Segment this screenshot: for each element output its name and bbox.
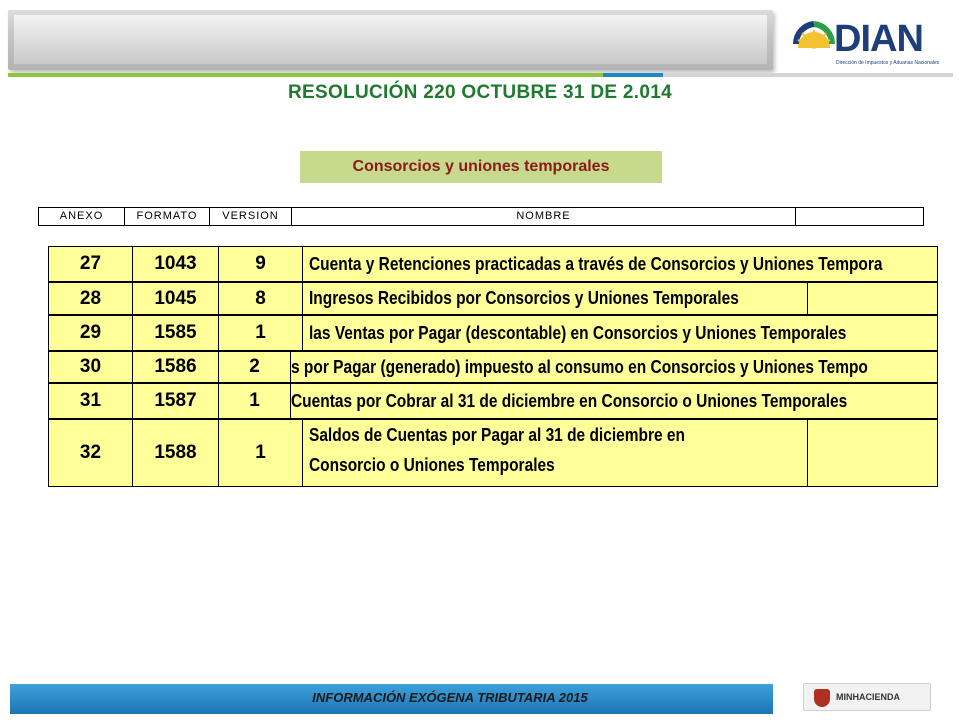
table-row: [48, 246, 938, 282]
coat-of-arms-icon: [814, 689, 830, 707]
nombre-text: Cuenta y Retenciones practicadas a través de Consorcios y Uniones Tempora: [309, 253, 883, 274]
cell-anexo: 31: [49, 384, 133, 418]
cell-formato: 1043: [133, 247, 219, 281]
cell-formato: 1588: [133, 420, 219, 486]
nombre-text: s por Pagar (generado) impuesto al consumo en Consorcios y Uniones Tempo: [291, 356, 868, 377]
cell-formato: 1586: [133, 352, 219, 382]
cell-nombre: [291, 352, 936, 382]
table-row: [48, 419, 938, 487]
table-row: [48, 383, 938, 419]
dian-logo: [792, 16, 942, 70]
minhacienda-logo: [803, 683, 931, 711]
header-nombre: NOMBRE: [292, 208, 796, 225]
table-row: [48, 282, 938, 315]
nombre-text-line1: Saldos de Cuentas por Pagar al 31 de diciembre en: [309, 425, 685, 445]
cell-version: 1: [219, 316, 303, 350]
cell-version: 1: [219, 384, 291, 418]
logo-subtext: Dirección de Impuestos y Aduanas Nacionales: [836, 60, 940, 66]
cell-formato: 1587: [133, 384, 219, 418]
cell-anexo: 29: [49, 316, 133, 350]
table-header: [38, 207, 924, 226]
section-subtitle: Consorcios y uniones temporales: [300, 151, 662, 183]
cell-nombre: [303, 420, 808, 486]
nombre-text: las Ventas por Pagar (descontable) en Consorcios y Uniones Temporales: [309, 322, 847, 343]
cell-extra: [808, 420, 936, 486]
cell-nombre: [303, 283, 808, 314]
cell-anexo: 27: [49, 247, 133, 281]
cell-formato: 1585: [133, 316, 219, 350]
cell-anexo: 32: [49, 420, 133, 486]
cell-version: 2: [219, 352, 291, 382]
cell-version: 8: [219, 283, 303, 314]
cell-version: 1: [219, 420, 303, 486]
header-anexo: ANEXO: [39, 208, 125, 225]
nombre-text-line2: Consorcio o Uniones Temporales: [309, 455, 555, 475]
table-row: [48, 351, 938, 383]
cell-nombre: [291, 384, 936, 418]
nombre-text: Ingresos Recibidos por Consorcios y Uniones Temporales: [309, 288, 739, 308]
ministry-label: MINHACIENDA: [836, 692, 900, 702]
page-title: RESOLUCIÓN 220 OCTUBRE 31 DE 2.014: [288, 82, 672, 103]
header-formato: FORMATO: [125, 208, 210, 225]
header-extra: [796, 208, 922, 225]
cell-formato: 1045: [133, 283, 219, 314]
cell-nombre: [303, 316, 936, 350]
cell-anexo: 28: [49, 283, 133, 314]
table-row: [48, 315, 938, 351]
cell-anexo: 30: [49, 352, 133, 382]
logo-wordmark: DIAN: [834, 18, 923, 60]
cell-nombre: [303, 247, 936, 281]
accent-stripe-green: [8, 73, 603, 77]
top-banner: [8, 10, 773, 70]
nombre-text: Cuentas por Cobrar al 31 de diciembre en Consorcio o Uniones Temporales: [291, 390, 848, 411]
accent-stripe-blue: [603, 73, 663, 77]
accent-stripe-gray: [663, 73, 953, 77]
sun-emblem-icon: [792, 18, 836, 68]
header-version: VERSION: [210, 208, 292, 225]
cell-version: 9: [219, 247, 303, 281]
cell-extra: [808, 283, 936, 314]
footer-title: INFORMACIÓN EXÓGENA TRIBUTARIA 2015: [312, 690, 588, 705]
